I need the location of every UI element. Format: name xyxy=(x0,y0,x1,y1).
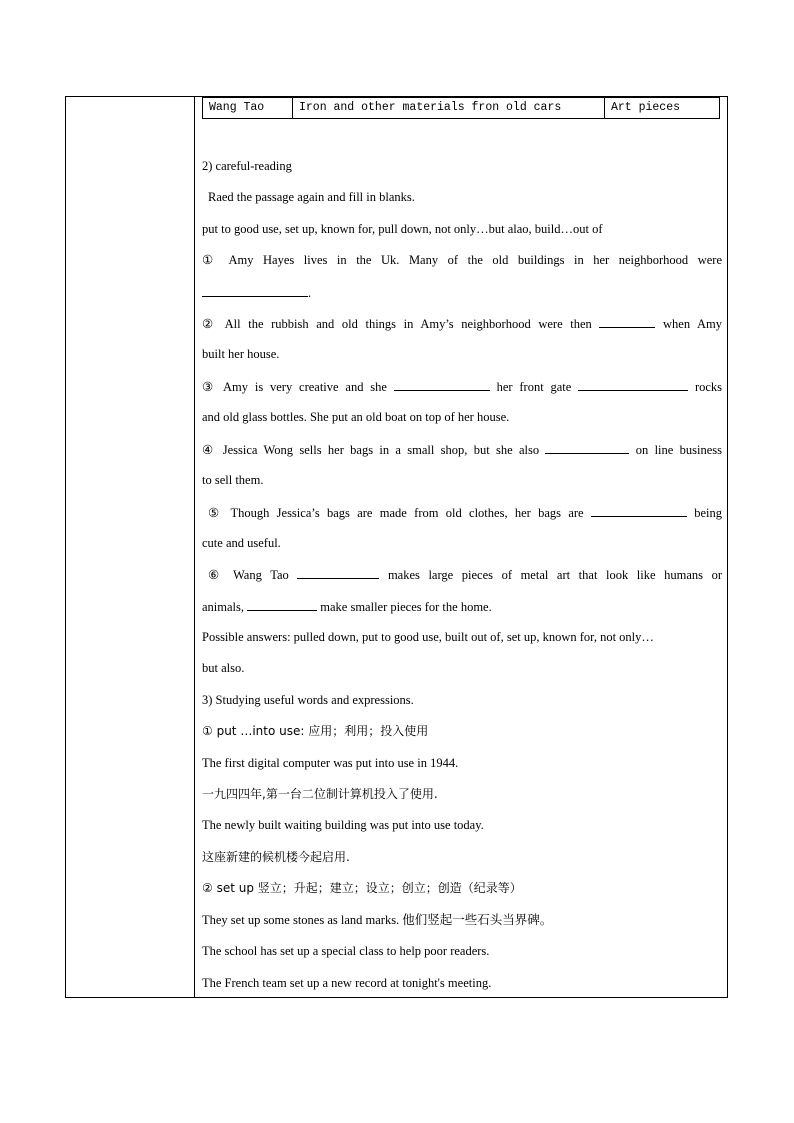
possible-answers-line-2: but also. xyxy=(202,661,245,675)
example-2: The newly built waiting building was put into use today. xyxy=(202,818,484,832)
put-into-use-definition: ① put …into use: 应用；利用；投入使用 xyxy=(202,724,429,738)
set-up-definition: ② set up 竖立；升起；建立；设立；创立；创造（纪录等） xyxy=(202,881,522,895)
possible-answers-line-1: Possible answers: pulled down, put to good use, built out of, set up, known for, not only… xyxy=(202,630,654,644)
answer-blank[interactable] xyxy=(202,284,308,297)
question-5-line-2: cute and useful. xyxy=(202,536,281,550)
answer-blank[interactable] xyxy=(578,378,688,391)
question-1-line-2: . xyxy=(202,284,722,301)
answer-blank[interactable] xyxy=(247,598,317,611)
question-6-line-2: animals, make smaller pieces for the home. xyxy=(202,600,492,614)
question-2-line-1: ② All the rubbish and old things in Amy’s neighborhood were then when Amy xyxy=(202,317,723,331)
answer-blank[interactable] xyxy=(545,441,629,454)
studying-heading: 3) Studying useful words and expressions. xyxy=(202,693,414,707)
example-1-translation: 一九四四年,第一台二位制计算机投入了使用. xyxy=(202,787,438,801)
example-4: The school has set up a special class to help poor readers. xyxy=(202,944,490,958)
answer-blank[interactable] xyxy=(599,315,655,328)
question-4-line-1: ④ Jessica Wong sells her bags in a small shop, but she also on line business xyxy=(202,443,722,457)
careful-reading-heading: 2) careful-reading xyxy=(202,159,292,173)
table-cell-material: Iron and other materials fron old cars xyxy=(292,98,604,118)
question-1-line-1: ① Amy Hayes lives in the Uk. Many of the old buildings in her neighborhood were xyxy=(202,253,722,267)
question-3-line-1: ③ Amy is very creative and she her front gate rocks xyxy=(202,380,723,394)
example-2-translation: 这座新建的候机楼今起启用. xyxy=(202,850,350,864)
question-2-line-2: built her house. xyxy=(202,347,280,361)
example-1: The first digital computer was put into use in 1944. xyxy=(202,756,459,770)
table-cell-name: Wang Tao xyxy=(209,101,265,114)
materials-table-row xyxy=(202,97,720,119)
table-cell-product: Art pieces xyxy=(604,98,719,118)
column-divider xyxy=(194,96,195,998)
question-6-line-1: ⑥ Wang Tao makes large pieces of metal art that look like humans or xyxy=(208,568,722,582)
example-5: The French team set up a new record at tonight's meeting. xyxy=(202,976,492,990)
example-3: They set up some stones as land marks. 他们竖起一些石头当界碑。 xyxy=(202,913,553,927)
answer-blank[interactable] xyxy=(297,566,379,579)
instruction-text: Raed the passage again and fill in blanks. xyxy=(208,190,415,204)
question-3-line-2: and old glass bottles. She put an old boat on top of her house. xyxy=(202,410,510,424)
answer-blank[interactable] xyxy=(591,504,687,517)
question-4-line-2: to sell them. xyxy=(202,473,264,487)
phrase-bank: put to good use, set up, known for, pull down, not only…but alao, build…out of xyxy=(202,222,603,236)
answer-blank[interactable] xyxy=(394,378,490,391)
question-5-line-1: ⑤ Though Jessica’s bags are made from old clothes, her bags are being xyxy=(208,506,723,520)
